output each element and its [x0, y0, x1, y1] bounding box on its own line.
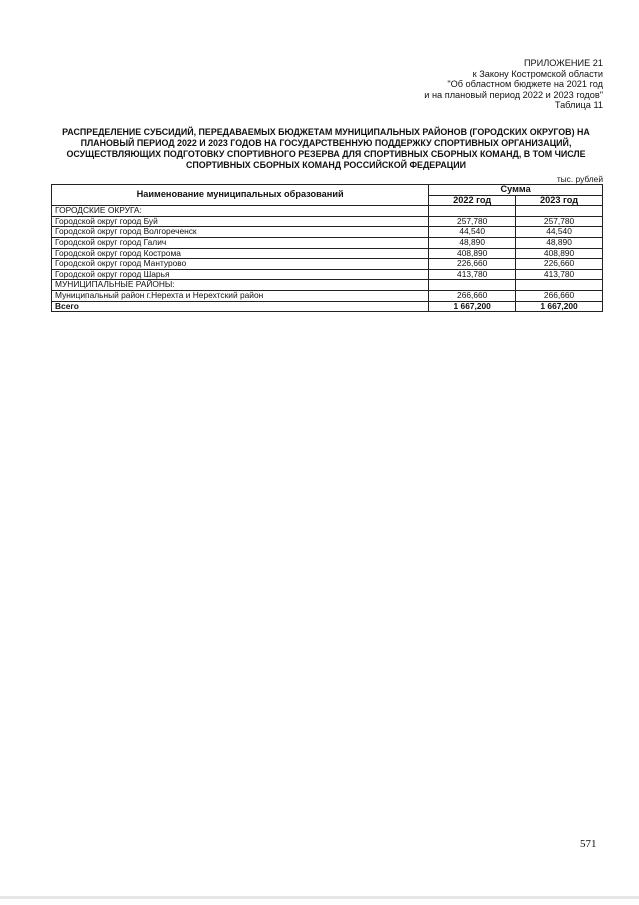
cell-2022: 266,660	[429, 290, 516, 301]
table-row	[52, 290, 603, 301]
cell-2023: 257,780	[516, 216, 603, 227]
table-row	[52, 248, 603, 259]
cell-name: МУНИЦИПАЛЬНЫЕ РАЙОНЫ:	[52, 280, 429, 291]
table-row	[52, 237, 603, 248]
cell-name: Всего	[52, 301, 429, 312]
cell-name: Городской округ город Галич	[52, 237, 429, 248]
total-row	[52, 301, 603, 312]
cell-2022: 413,780	[429, 269, 516, 280]
table-row	[52, 227, 603, 238]
appendix-line: "Об областном бюджете на 2021 год	[447, 79, 603, 90]
cell-name: Городской округ город Кострома	[52, 248, 429, 259]
table-row	[52, 259, 603, 270]
cell-name: Городской округ город Волгореченск	[52, 227, 429, 238]
cell-2023: 44,540	[516, 227, 603, 238]
table-row	[52, 216, 603, 227]
cell-name: Городской округ город Буй	[52, 216, 429, 227]
cell-2022	[429, 280, 516, 291]
cell-2023: 266,660	[516, 290, 603, 301]
cell-2022: 226,660	[429, 259, 516, 270]
scan-edge-divider	[0, 896, 639, 899]
table-row	[52, 206, 603, 217]
appendix-header	[303, 58, 603, 111]
cell-2023: 413,780	[516, 269, 603, 280]
subsidy-table	[51, 184, 603, 312]
cell-2023: 226,660	[516, 259, 603, 270]
units-label: тыс. рублей	[556, 174, 603, 184]
cell-name: Муниципальный район г.Нерехта и Нерехтский район	[52, 290, 429, 301]
cell-name: ГОРОДСКИЕ ОКРУГА:	[52, 206, 429, 217]
cell-2022	[429, 206, 516, 217]
cell-name: Городской округ город Шарья	[52, 269, 429, 280]
page-number: 571	[580, 838, 597, 850]
cell-2022: 44,540	[429, 227, 516, 238]
header-year-2023: 2023 год	[516, 195, 603, 206]
cell-2023: 1 667,200	[516, 301, 603, 312]
cell-2023	[516, 280, 603, 291]
cell-2022: 408,890	[429, 248, 516, 259]
cell-2022: 48,890	[429, 237, 516, 248]
cell-name: Городской округ город Мантурово	[52, 259, 429, 270]
appendix-line: Таблица 11	[554, 100, 603, 111]
cell-2022: 257,780	[429, 216, 516, 227]
appendix-line: ПРИЛОЖЕНИЕ 21	[523, 58, 603, 68]
table-body	[52, 206, 603, 312]
appendix-line: к Закону Костромской области	[472, 68, 603, 79]
table-row	[52, 280, 603, 291]
cell-2023	[516, 206, 603, 217]
header-sum: Сумма	[429, 185, 603, 196]
document-title: РАСПРЕДЕЛЕНИЕ СУБСИДИЙ, ПЕРЕДАВАЕМЫХ БЮДЖЕТАМ МУНИЦИПАЛЬНЫХ РАЙОНОВ (ГОРОДСКИХ ОКРУГОВ) НА ПЛАНОВЫЙ ПЕРИОД 2022 И 2023 ГОДОВ НА ГОСУДАРСТВЕННУЮ ПОДДЕРЖКУ СПОРТИВНЫХ ОРГАНИЗАЦИЙ, ОСУЩЕСТВЛЯЮЩИХ ПОДГОТОВКУ СПОРТИВНОГО РЕЗЕРВА ДЛЯ СПОРТИВНЫХ СБОРНЫХ КОМАНД, В ТОМ ЧИСЛЕ СПОРТИВНЫХ СБОРНЫХ КОМАНД РОССИЙСКОЙ ФЕДЕРАЦИИ	[62, 127, 590, 170]
header-year-2022: 2022 год	[429, 195, 516, 206]
header-name: Наименование муниципальных образований	[52, 185, 429, 206]
appendix-line: и на плановый период 2022 и 2023 годов"	[424, 89, 603, 100]
cell-2023: 408,890	[516, 248, 603, 259]
cell-2022: 1 667,200	[429, 301, 516, 312]
cell-2023: 48,890	[516, 237, 603, 248]
